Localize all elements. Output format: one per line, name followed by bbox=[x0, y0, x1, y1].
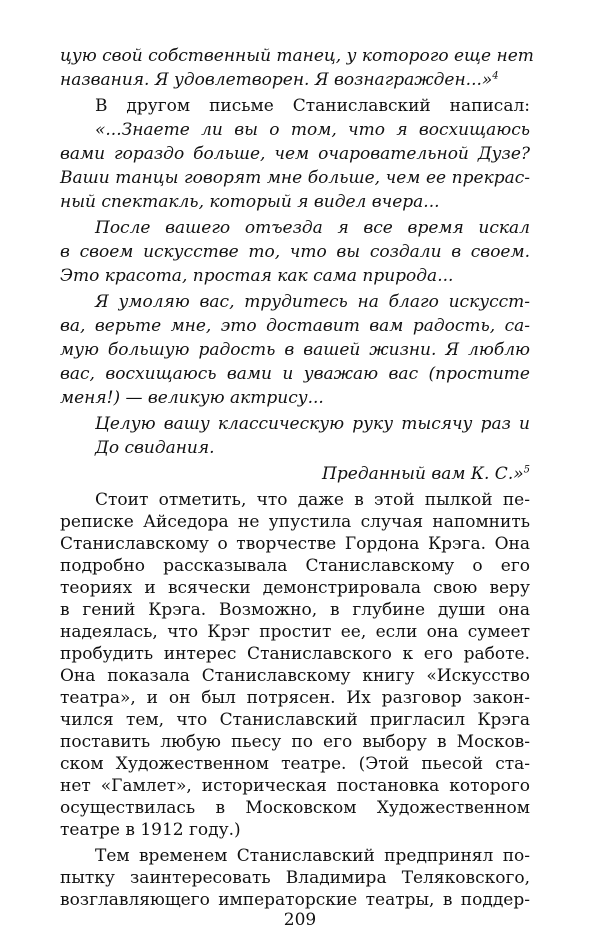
footnote-marker: 5 bbox=[523, 464, 530, 476]
text-line bbox=[95, 488, 530, 512]
text-line-content: «...Знаете ли вы о том, что я восхищаюсь bbox=[95, 120, 530, 140]
text-line bbox=[60, 752, 530, 776]
text-line bbox=[60, 190, 530, 214]
text-line-content: поставить любую пьесу по его выбору в Москов- bbox=[60, 732, 530, 752]
text-line-content: осуществилась в Московском Художественном bbox=[60, 798, 530, 818]
text-line-content: вас, восхищаюсь вами и уважаю вас (простите bbox=[60, 364, 530, 384]
text-line bbox=[60, 142, 530, 166]
text-line bbox=[60, 620, 530, 644]
text-line-content: После вашего отъезда я все время искал bbox=[95, 218, 530, 238]
text-line bbox=[95, 94, 530, 118]
text-line-content: вами гораздо больше, чем очаровательной Дузе? bbox=[60, 144, 530, 164]
text-line-content: цую свой собственный танец, у которого еще нет bbox=[60, 46, 534, 66]
text-line-content: Станиславскому о творчестве Гордона Крэга. Она bbox=[60, 534, 530, 554]
text-line-content: названия. Я удовлетворен. Я вознагражден...» bbox=[60, 70, 493, 90]
text-line-content: Целую вашу классическую руку тысячу раз и bbox=[95, 414, 530, 434]
text-line-content: теориях и всячески демонстрировала свою веру bbox=[60, 578, 530, 598]
text-line-content: Стоит отметить, что даже в этой пылкой пе- bbox=[95, 490, 530, 510]
text-line bbox=[60, 866, 530, 890]
text-line bbox=[60, 510, 530, 534]
text-line bbox=[60, 166, 530, 190]
text-line-content: Это красота, простая как сама природа... bbox=[60, 266, 454, 286]
text-line-content: меня!) — великую актрису... bbox=[60, 388, 324, 408]
signature-line bbox=[60, 462, 530, 486]
footnote-marker: 4 bbox=[492, 70, 499, 82]
text-line bbox=[60, 338, 530, 362]
text-line bbox=[60, 362, 530, 386]
text-line-content: ный спектакль, который я видел вчера... bbox=[60, 192, 440, 212]
text-line bbox=[60, 240, 530, 264]
page-number: 209 bbox=[283, 910, 317, 930]
text-line-content: в гений Крэга. Возможно, в глубине души она bbox=[60, 600, 530, 620]
text-line bbox=[60, 68, 530, 92]
text-line bbox=[95, 216, 530, 240]
text-line-content: возглавляющего императорские театры, в поддер- bbox=[60, 890, 530, 910]
text-line-content: Тем временем Станиславский предпринял по- bbox=[95, 846, 530, 866]
text-line-content: нет «Гамлет», историческая постановка которого bbox=[60, 776, 530, 796]
text-line-content: театре в 1912 году.) bbox=[60, 820, 241, 840]
text-line-content: театра», и он был потрясен. Их разговор закон- bbox=[60, 688, 530, 708]
text-line-content: пытку заинтересовать Владимира Теляковского, bbox=[60, 868, 530, 888]
text-line-content: в своем искусстве то, что вы создали в своем. bbox=[60, 242, 530, 262]
text-line bbox=[95, 412, 530, 436]
text-line bbox=[95, 844, 530, 868]
text-line bbox=[60, 730, 530, 754]
text-line bbox=[60, 44, 534, 68]
text-line bbox=[60, 774, 530, 798]
text-line-content: пробудить интерес Станиславского к его работе. bbox=[60, 644, 530, 664]
text-line-content: В другом письме Станиславский написал: bbox=[95, 96, 530, 116]
text-line bbox=[60, 314, 530, 338]
text-line-content: Я умоляю вас, трудитесь на благо искусст- bbox=[95, 292, 530, 312]
text-line-content: Ваши танцы говорят мне больше, чем ее прекрас- bbox=[60, 168, 530, 188]
text-line bbox=[60, 532, 530, 556]
text-line bbox=[60, 796, 530, 820]
text-line-content: реписке Айседора не упустила случая напомнить bbox=[60, 512, 530, 532]
text-line-content: чился тем, что Станиславский пригласил Крэга bbox=[60, 710, 530, 730]
text-line-content: Она показала Станиславскому книгу «Искусство bbox=[60, 666, 530, 686]
text-line bbox=[95, 290, 530, 314]
text-line-content: подробно рассказывала Станиславскому о его bbox=[60, 556, 530, 576]
text-line bbox=[60, 642, 530, 666]
text-line bbox=[95, 118, 530, 142]
text-line bbox=[60, 686, 530, 710]
text-line-content: ва, верьте мне, это доставит вам радость, са- bbox=[60, 316, 530, 336]
text-line bbox=[95, 436, 530, 460]
text-line-content: мую большую радость в вашей жизни. Я люблю bbox=[60, 340, 530, 360]
text-line bbox=[60, 664, 530, 688]
text-line bbox=[60, 598, 530, 622]
text-line-content: надеялась, что Крэг простит ее, если она сумеет bbox=[60, 622, 530, 642]
text-line bbox=[60, 708, 530, 732]
text-line-content: Преданный вам К. С.» bbox=[322, 464, 524, 484]
text-line bbox=[60, 264, 530, 288]
text-line bbox=[60, 818, 530, 842]
text-line bbox=[60, 554, 530, 578]
text-line bbox=[60, 386, 530, 410]
text-line-content: До свидания. bbox=[95, 438, 215, 458]
text-line bbox=[60, 576, 530, 600]
text-line-content: ском Художественном театре. (Этой пьесой ста- bbox=[60, 754, 530, 774]
